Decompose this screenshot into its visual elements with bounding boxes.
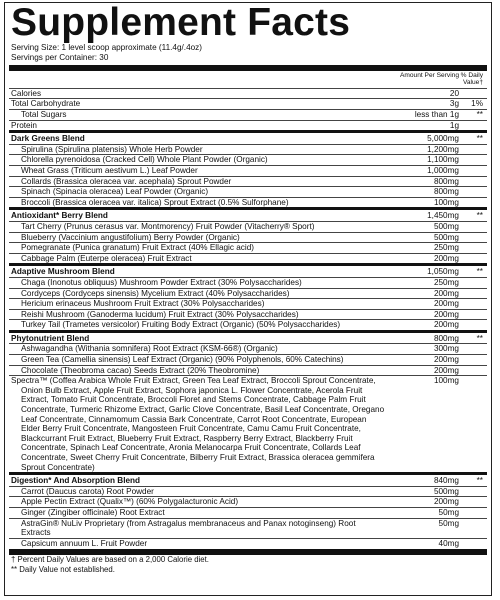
ingredient-row-name: Carrot (Daucus carota) Root Powder bbox=[21, 486, 154, 496]
ingredient-row-name: Spectra™ (Coffea Arabica Whole Fruit Extract, Green Tea Leaf Extract, Broccoli Sprout Concentrate, Onion Bulb Extract, Apple Fruit Extract, Sophora japonica L. Flower Concentrate, Acerola Fruit Extract, Tomato Fruit Concentrate, Broccoli Floret and Stems Concentrate, Cabbage Palm Fruit Concentrate, Turmeric Rhizome Extract, Garlic Clove Concentrate, Basil Leaf Concentrate, Oregano Leaf Concentrate, Cinnamomum Cassia Bark Concentrate, Carrot Root Concentrate, European Elder Berry Fruit Concentrate, Mangosteen Fruit Concentrate, Camu Camu Fruit Concentrate, Blackcurrant Fruit Extract, Blueberry Fruit Extract, Raspberry Berry Extract, Blackberry Fruit Concentrate, Spinach Leaf Concentrate, Aronia Melanocarpa Fruit Concentrate, Collards Leaf Concentrate, Sweet Cherry Fruit Concentrate, Bilberry Fruit Extract, Brassica oleracea gemmifera Sprout Concentrate) bbox=[11, 376, 385, 472]
nutrient-row-name: Calories bbox=[11, 88, 42, 98]
nutrient-row bbox=[9, 99, 487, 109]
blend-title-row-name: Digestion* And Absorption Blend bbox=[11, 476, 141, 486]
nutrient-row-amount: 20 bbox=[449, 88, 459, 98]
supplement-facts-panel bbox=[4, 2, 492, 596]
nutrient-row-daily-value: ** bbox=[476, 110, 483, 119]
ingredient-row-name: Ashwagandha (Withania somnifera) Root Extract (KSM-66®) (Organic) bbox=[21, 344, 278, 354]
ingredient-row bbox=[9, 166, 487, 176]
ingredient-row-amount: 40mg bbox=[438, 538, 459, 548]
blend-title-row bbox=[9, 210, 487, 221]
ingredient-row bbox=[9, 320, 487, 330]
blend-title-row-amount: 1,450mg bbox=[427, 211, 459, 221]
ingredient-row bbox=[9, 198, 487, 208]
nutrient-row-amount: 1g bbox=[449, 120, 459, 130]
ingredient-row bbox=[9, 222, 487, 232]
panel-title: Supplement Facts bbox=[11, 1, 351, 44]
ingredient-row-amount: 200mg bbox=[433, 309, 459, 319]
ingredient-row-amount: 250mg bbox=[433, 243, 459, 253]
blend-title-row-amount: 840mg bbox=[433, 476, 459, 486]
ingredient-row-amount: 100mg bbox=[433, 376, 459, 386]
ingredient-row-name: Turkey Tail (Trametes versicolor) Fruiting Body Extract (Organic) (50% Polysaccharides) bbox=[21, 320, 341, 330]
ingredient-row-amount: 200mg bbox=[433, 355, 459, 365]
ingredient-row-amount: 200mg bbox=[433, 320, 459, 330]
blend-title-row-daily-value: ** bbox=[476, 476, 483, 486]
blend-title-row-amount: 800mg bbox=[433, 333, 459, 343]
ingredient-row bbox=[9, 539, 487, 549]
blend-title-row-daily-value: ** bbox=[476, 333, 483, 343]
ingredient-row-amount: 250mg bbox=[433, 277, 459, 287]
ingredient-row bbox=[9, 177, 487, 187]
blend-title-row-name: Antioxidant* Berry Blend bbox=[11, 211, 108, 221]
ingredient-row bbox=[9, 155, 487, 165]
ingredient-row bbox=[9, 487, 487, 497]
ingredient-row-amount: 300mg bbox=[433, 344, 459, 354]
ingredient-row-amount: 200mg bbox=[433, 299, 459, 309]
ingredient-row-name: Spirulina (Spirulina platensis) Whole Herb Powder bbox=[21, 144, 203, 154]
ingredient-row-amount: 1,100mg bbox=[427, 155, 459, 165]
ingredient-row bbox=[9, 254, 487, 264]
ingredient-row bbox=[9, 519, 487, 538]
ingredient-row-name: Ginger (Zingiber officinale) Root Extract bbox=[21, 507, 165, 517]
ingredient-row bbox=[9, 243, 487, 253]
ingredient-row-name: Chlorella pyrenoidosa (Cracked Cell) Whole Plant Powder (Organic) bbox=[21, 155, 268, 165]
daily-value-header: % Daily Value† bbox=[460, 72, 483, 87]
ingredient-row-name: Hericium erinaceus Mushroom Fruit Extract (30% Polysaccharides) bbox=[21, 299, 265, 309]
footnote-not-established: ** Daily Value not established. bbox=[11, 564, 115, 574]
nutrient-row-name: Total Carbohydrate bbox=[11, 99, 81, 109]
ingredient-row-amount: 1,000mg bbox=[427, 165, 459, 175]
nutrient-row-daily-value: 1% bbox=[471, 99, 483, 109]
ingredient-row-name: Capsicum annuum L. Fruit Powder bbox=[21, 538, 148, 548]
blends-section bbox=[9, 133, 487, 548]
ingredient-row-amount: 800mg bbox=[433, 176, 459, 186]
nutrient-row bbox=[9, 110, 487, 120]
ingredient-row-name: Chaga (Inonotus obliquus) Mushroom Powder Extract (30% Polysaccharides) bbox=[21, 277, 302, 287]
ingredient-row-name: Chocolate (Theobroma cacao) Seeds Extract (20% Theobromine) bbox=[21, 365, 260, 375]
nutrient-row-name: Protein bbox=[11, 120, 37, 130]
ingredient-row bbox=[9, 508, 487, 518]
blend-title-row-name: Dark Greens Blend bbox=[11, 134, 85, 144]
nutrient-row-name: Total Sugars bbox=[21, 110, 67, 119]
nutrient-row bbox=[9, 89, 487, 99]
ingredient-row bbox=[9, 233, 487, 243]
ingredient-row-name: Cabbage Palm (Euterpe oleracea) Fruit Extract bbox=[21, 253, 192, 263]
ingredient-row bbox=[9, 145, 487, 155]
ingredient-row bbox=[9, 497, 487, 507]
column-header bbox=[9, 71, 487, 88]
ingredient-row bbox=[9, 289, 487, 299]
ingredient-row bbox=[9, 299, 487, 309]
ingredient-row-amount: 100mg bbox=[433, 197, 459, 207]
ingredient-row-amount: 200mg bbox=[433, 253, 459, 263]
blend-title-row bbox=[9, 333, 487, 344]
blend-title-row-name: Phytonutrient Blend bbox=[11, 333, 90, 343]
ingredient-row-amount: 50mg bbox=[438, 518, 459, 528]
ingredient-row-amount: 800mg bbox=[433, 187, 459, 197]
blend-title-row-daily-value: ** bbox=[476, 134, 483, 144]
nutrient-row-amount: less than 1g bbox=[414, 110, 459, 119]
ingredient-row-name: Pomegranate (Punica granatum) Fruit Extract (40% Ellagic acid) bbox=[21, 243, 254, 253]
ingredient-row-amount: 200mg bbox=[433, 497, 459, 507]
ingredient-row-name: AstraGin® NuLiv Proprietary (from Astragalus membranaceus and Panax notoginseng) Root Extracts bbox=[21, 518, 356, 538]
ingredient-row bbox=[9, 366, 487, 376]
ingredient-row bbox=[9, 355, 487, 365]
ingredient-row-amount: 500mg bbox=[433, 221, 459, 231]
ingredient-row-name: Green Tea (Camellia sinensis) Leaf Extract (Organic) (90% Polyphenols, 60% Catechins) bbox=[21, 355, 344, 365]
ingredient-row-name: Tart Cherry (Prunus cerasus var. Montmorency) Fruit Powder (Vitacherry® Sport) bbox=[21, 221, 315, 231]
ingredient-row bbox=[9, 187, 487, 197]
blend-title-row bbox=[9, 133, 487, 144]
ingredient-row bbox=[9, 376, 487, 472]
ingredient-row-amount: 200mg bbox=[433, 365, 459, 375]
ingredient-row-amount: 500mg bbox=[433, 486, 459, 496]
amount-per-serving-header: Amount Per Serving bbox=[399, 72, 459, 79]
ingredient-row-amount: 1,200mg bbox=[427, 144, 459, 154]
blend-title-row-daily-value: ** bbox=[476, 267, 483, 277]
nutrient-row bbox=[9, 121, 487, 131]
servings-per-container: Servings per Container: 30 bbox=[11, 53, 109, 62]
ingredient-row-name: Spinach (Spinacia oleracea) Leaf Powder (Organic) bbox=[21, 187, 209, 197]
ingredient-row bbox=[9, 310, 487, 320]
nutrient-row-amount: 3g bbox=[449, 99, 459, 109]
footnote-daily-value: † Percent Daily Values are based on a 2,000 Calorie diet. bbox=[11, 555, 209, 565]
ingredient-row-name: Collards (Brassica oleracea var. acephala) Sprout Powder bbox=[21, 176, 232, 186]
blend-title-row bbox=[9, 266, 487, 277]
ingredient-row-name: Broccoli (Brassica oleracea var. italica) Sprout Extract (0.5% Sulforphane) bbox=[21, 197, 289, 207]
ingredient-row-name: Blueberry (Vaccinium angustifolium) Berry Powder (Organic) bbox=[21, 232, 240, 242]
basic-nutrients bbox=[9, 89, 487, 133]
ingredient-row-name: Wheat Grass (Triticum aestivum L.) Leaf Powder bbox=[21, 165, 198, 175]
ingredient-row-name: Apple Pectin Extract (Qualix™) (60% Polygalacturonic Acid) bbox=[21, 497, 239, 507]
ingredient-row-name: Reishi Mushroom (Ganoderma lucidum) Fruit Extract (30% Polysaccharides) bbox=[21, 309, 299, 319]
ingredient-row bbox=[9, 344, 487, 354]
blend-title-row-amount: 5,000mg bbox=[427, 134, 459, 144]
blend-title-row-name: Adaptive Mushroom Blend bbox=[11, 267, 115, 277]
ingredient-row bbox=[9, 278, 487, 288]
ingredient-row-amount: 50mg bbox=[438, 507, 459, 517]
serving-size: Serving Size: 1 level scoop approximate (11.4g/.4oz) bbox=[11, 43, 202, 52]
ingredient-row-amount: 200mg bbox=[433, 288, 459, 298]
blend-title-row-amount: 1,050mg bbox=[427, 267, 459, 277]
ingredient-row-name: Cordyceps (Cordyceps sinensis) Mycelium Extract (40% Polysaccharides) bbox=[21, 288, 290, 298]
blend-title-row-daily-value: ** bbox=[476, 211, 483, 221]
ingredient-row-amount: 500mg bbox=[433, 232, 459, 242]
blend-title-row bbox=[9, 475, 487, 486]
